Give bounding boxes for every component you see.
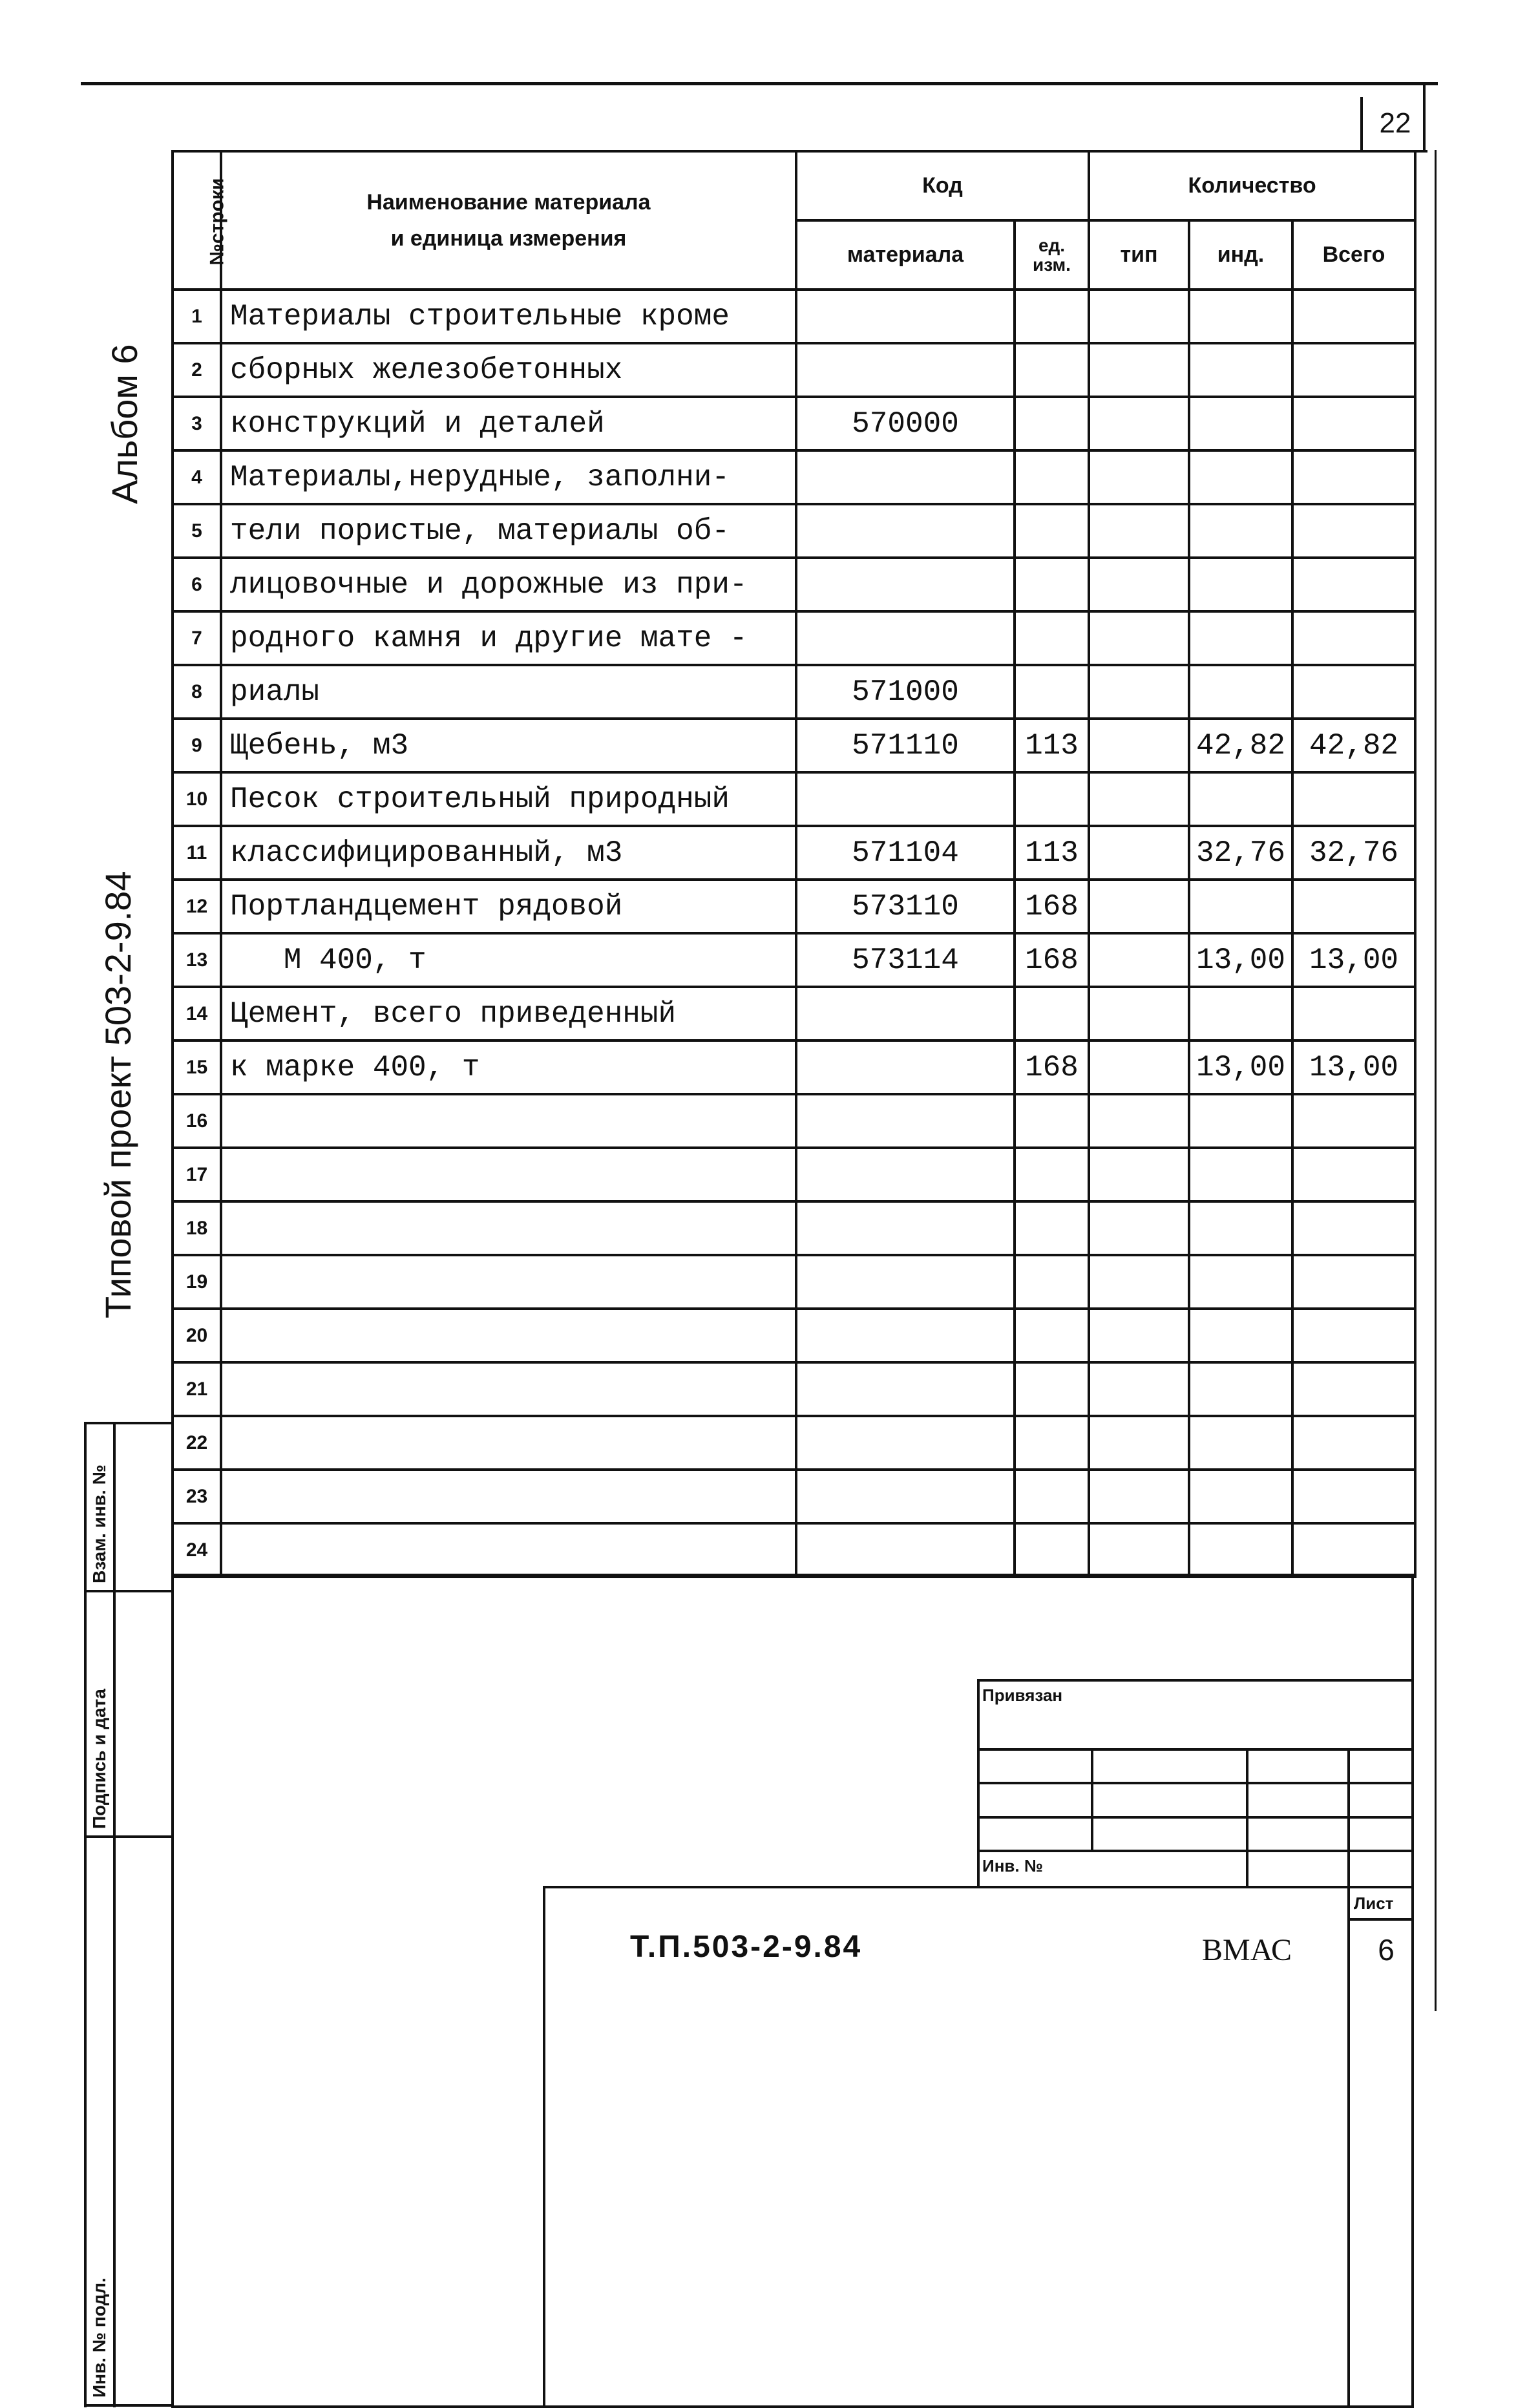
material-name-cell: тели пористые, материалы об- <box>221 504 796 558</box>
quantity-type-cell <box>1089 719 1189 772</box>
row-number-cell: 18 <box>173 1201 221 1255</box>
quantity-total-cell <box>1292 1416 1415 1470</box>
header-name-line1: Наименование материала <box>366 190 651 215</box>
material-name-cell <box>221 1148 796 1201</box>
quantity-ind-cell <box>1189 1362 1292 1416</box>
table-row <box>173 1201 1415 1255</box>
project-label: Типовой проект 503-2-9.84 <box>98 871 138 1318</box>
unit-code-cell: 113 <box>1015 719 1089 772</box>
quantity-type-cell <box>1089 665 1189 719</box>
table-row <box>173 1148 1415 1201</box>
quantity-total-cell <box>1292 1523 1415 1577</box>
quantity-type-cell <box>1089 611 1189 665</box>
quantity-type-cell <box>1089 987 1189 1040</box>
table-row <box>173 611 1415 665</box>
row-number-cell: 11 <box>173 826 221 880</box>
unit-code-cell: 113 <box>1015 826 1089 880</box>
material-code-cell: 571104 <box>796 826 1015 880</box>
table-row <box>173 1470 1415 1523</box>
quantity-type-cell <box>1089 1148 1189 1201</box>
sheet-number: 6 <box>1378 1933 1395 1967</box>
table-row <box>173 343 1415 397</box>
quantity-ind-cell: 13,00 <box>1189 1040 1292 1094</box>
row-number-cell: 3 <box>173 397 221 450</box>
quantity-total-cell <box>1292 504 1415 558</box>
quantity-ind-cell <box>1189 772 1292 826</box>
quantity-total-cell <box>1292 1255 1415 1309</box>
unit-code-cell <box>1015 1362 1089 1416</box>
row-number-cell: 13 <box>173 933 221 987</box>
row-number-cell: 21 <box>173 1362 221 1416</box>
left-stamp-divider-3 <box>84 1835 171 1838</box>
applied-label: Привязан <box>982 1685 1063 1705</box>
quantity-type-cell <box>1089 933 1189 987</box>
quantity-ind-cell <box>1189 1523 1292 1577</box>
material-code-cell <box>796 987 1015 1040</box>
material-name-cell: Щебень, м3 <box>221 719 796 772</box>
quantity-type-cell <box>1089 826 1189 880</box>
unit-code-cell <box>1015 558 1089 611</box>
row-number-cell: 9 <box>173 719 221 772</box>
material-name-cell: Цемент, всего приведенный <box>221 987 796 1040</box>
album-label: Альбом 6 <box>104 344 145 504</box>
material-name-cell: конструкций и деталей <box>221 397 796 450</box>
material-name-cell <box>221 1362 796 1416</box>
material-code-cell: 573110 <box>796 880 1015 933</box>
quantity-total-cell <box>1292 343 1415 397</box>
quantity-ind-cell <box>1189 1470 1292 1523</box>
material-code-cell: 571000 <box>796 665 1015 719</box>
header-material: материала <box>796 220 1015 290</box>
row-number-cell: 1 <box>173 290 221 343</box>
quantity-total-cell <box>1292 290 1415 343</box>
material-name-cell <box>221 1523 796 1577</box>
inv-original-label: Инв. № подл. <box>89 2277 109 2398</box>
header-ind: инд. <box>1189 220 1292 290</box>
left-stamp-divider-4 <box>84 2404 171 2407</box>
table-row <box>173 987 1415 1040</box>
material-code-cell <box>796 343 1015 397</box>
quantity-total-cell <box>1292 880 1415 933</box>
quantity-total-cell: 42,82 <box>1292 719 1415 772</box>
quantity-ind-cell: 32,76 <box>1189 826 1292 880</box>
material-name-cell: сборных железобетонных <box>221 343 796 397</box>
material-name-cell: Портландцемент рядовой <box>221 880 796 933</box>
quantity-ind-cell <box>1189 1309 1292 1362</box>
unit-code-cell <box>1015 987 1089 1040</box>
left-stamp-divider-1 <box>84 1422 171 1424</box>
table-row <box>173 1362 1415 1416</box>
quantity-total-cell: 13,00 <box>1292 1040 1415 1094</box>
right-edge-line <box>1435 150 1437 2011</box>
quantity-type-cell <box>1089 1470 1189 1523</box>
row-number-cell: 6 <box>173 558 221 611</box>
material-code-cell <box>796 504 1015 558</box>
row-number-cell: 24 <box>173 1523 221 1577</box>
row-number-cell: 17 <box>173 1148 221 1201</box>
left-stamp-divider-2 <box>84 1590 171 1592</box>
title-block-sheet-divider <box>1347 1886 1350 2406</box>
header-row-number <box>173 151 228 290</box>
signature-date-label: Подпись и дата <box>89 1689 109 1829</box>
quantity-type-cell <box>1089 397 1189 450</box>
quantity-ind-cell <box>1189 611 1292 665</box>
unit-code-cell <box>1015 1255 1089 1309</box>
quantity-type-cell <box>1089 290 1189 343</box>
title-block-top <box>543 1886 1414 1888</box>
row-number-cell: 2 <box>173 343 221 397</box>
table-row <box>173 290 1415 343</box>
material-name-cell: к марке 400, т <box>221 1040 796 1094</box>
bottom-area-bottom-border <box>171 2405 1414 2408</box>
sheet-label-divider <box>1347 1918 1414 1921</box>
material-code-cell <box>796 1470 1015 1523</box>
material-code-cell: 571110 <box>796 719 1015 772</box>
unit-code-cell <box>1015 1309 1089 1362</box>
quantity-type-cell <box>1089 1040 1189 1094</box>
table-row <box>173 397 1415 450</box>
table-row <box>173 880 1415 933</box>
unit-code-cell <box>1015 1470 1089 1523</box>
header-total: Всего <box>1292 220 1415 290</box>
unit-code-cell <box>1015 504 1089 558</box>
quantity-ind-cell: 13,00 <box>1189 933 1292 987</box>
table-row <box>173 719 1415 772</box>
quantity-total-cell: 13,00 <box>1292 933 1415 987</box>
material-name-cell <box>221 1094 796 1148</box>
quantity-total-cell <box>1292 1362 1415 1416</box>
material-name-cell <box>221 1470 796 1523</box>
quantity-total-cell <box>1292 558 1415 611</box>
material-code-cell <box>796 1416 1015 1470</box>
material-code-cell <box>796 1523 1015 1577</box>
quantity-ind-cell <box>1189 397 1292 450</box>
quantity-type-cell <box>1089 1201 1189 1255</box>
header-unit-line1: ед. <box>1038 235 1066 255</box>
quantity-type-cell <box>1089 1309 1189 1362</box>
quantity-type-cell <box>1089 1094 1189 1148</box>
applied-col-1 <box>1091 1748 1093 1850</box>
quantity-type-cell <box>1089 558 1189 611</box>
row-number-cell: 19 <box>173 1255 221 1309</box>
row-number-cell: 14 <box>173 987 221 1040</box>
material-code-cell <box>796 772 1015 826</box>
left-stamp-border <box>84 1422 87 2407</box>
unit-code-cell: 168 <box>1015 1040 1089 1094</box>
row-number-cell: 22 <box>173 1416 221 1470</box>
row-number-cell: 15 <box>173 1040 221 1094</box>
row-number-cell: 12 <box>173 880 221 933</box>
material-name-cell <box>221 1201 796 1255</box>
row-number-cell: 8 <box>173 665 221 719</box>
material-name-cell: Песок строительный природный <box>221 772 796 826</box>
table-row <box>173 933 1415 987</box>
inv-no-label: Инв. № <box>982 1856 1043 1875</box>
table-row <box>173 1094 1415 1148</box>
left-stamp-inner-border <box>113 1422 116 2407</box>
quantity-total-cell <box>1292 1094 1415 1148</box>
header-row-number-text: №строки <box>206 178 228 265</box>
quantity-total-cell <box>1292 1309 1415 1362</box>
document-code: Т.П.503-2-9.84 <box>630 1930 863 1964</box>
material-code-cell <box>796 558 1015 611</box>
row-number-cell: 7 <box>173 611 221 665</box>
bottom-area-right-border <box>1411 1574 1414 2407</box>
table-row <box>173 558 1415 611</box>
material-code-cell <box>796 1309 1015 1362</box>
quantity-type-cell <box>1089 1416 1189 1470</box>
applied-block-top <box>977 1679 1414 1682</box>
quantity-ind-cell <box>1189 1201 1292 1255</box>
quantity-ind-cell <box>1189 290 1292 343</box>
bottom-area-left-border <box>171 1574 174 2407</box>
unit-code-cell <box>1015 397 1089 450</box>
header-name-line2: и единица измерения <box>390 226 627 251</box>
header-code: Код <box>796 151 1089 220</box>
quantity-type-cell <box>1089 880 1189 933</box>
quantity-type-cell <box>1089 1255 1189 1309</box>
quantity-type-cell <box>1089 343 1189 397</box>
material-name-cell: Материалы строительные кроме <box>221 290 796 343</box>
quantity-ind-cell <box>1189 558 1292 611</box>
material-code-cell <box>796 450 1015 504</box>
material-name-cell: М 400, т <box>221 933 796 987</box>
table-row <box>173 1416 1415 1470</box>
table-row <box>173 450 1415 504</box>
quantity-type-cell <box>1089 450 1189 504</box>
unit-code-cell <box>1015 450 1089 504</box>
material-code-cell <box>796 1094 1015 1148</box>
unit-code-cell <box>1015 1523 1089 1577</box>
table-row <box>173 826 1415 880</box>
quantity-ind-cell <box>1189 1416 1292 1470</box>
quantity-ind-cell <box>1189 1148 1292 1201</box>
material-code-cell: 573114 <box>796 933 1015 987</box>
material-code-cell <box>796 1201 1015 1255</box>
quantity-ind-cell <box>1189 450 1292 504</box>
table-row <box>173 665 1415 719</box>
material-name-cell <box>221 1255 796 1309</box>
table-body <box>173 290 1415 1577</box>
quantity-total-cell <box>1292 987 1415 1040</box>
applied-col-3 <box>1347 1748 1350 1886</box>
materials-table <box>171 150 1416 1578</box>
replace-inv-label: Взам. инв. № <box>89 1464 109 1583</box>
row-number-cell: 4 <box>173 450 221 504</box>
table-row <box>173 772 1415 826</box>
quantity-ind-cell <box>1189 1094 1292 1148</box>
material-code-cell: 570000 <box>796 397 1015 450</box>
material-name-cell <box>221 1416 796 1470</box>
material-code-cell <box>796 1362 1015 1416</box>
row-number-cell: 16 <box>173 1094 221 1148</box>
unit-code-cell <box>1015 1094 1089 1148</box>
page-number: 22 <box>1360 97 1427 153</box>
row-number-cell: 10 <box>173 772 221 826</box>
unit-code-cell <box>1015 1201 1089 1255</box>
unit-code-cell <box>1015 1148 1089 1201</box>
quantity-ind-cell <box>1189 880 1292 933</box>
quantity-total-cell <box>1292 1470 1415 1523</box>
quantity-ind-cell <box>1189 343 1292 397</box>
quantity-ind-cell <box>1189 665 1292 719</box>
quantity-total-cell <box>1292 1201 1415 1255</box>
quantity-type-cell <box>1089 772 1189 826</box>
header-unit <box>1015 220 1089 290</box>
unit-code-cell: 168 <box>1015 880 1089 933</box>
quantity-total-cell <box>1292 1148 1415 1201</box>
material-name-cell <box>221 1309 796 1362</box>
material-name-cell: классифицированный, м3 <box>221 826 796 880</box>
table-row <box>173 1523 1415 1577</box>
unit-code-cell <box>1015 1416 1089 1470</box>
material-code-cell <box>796 1148 1015 1201</box>
material-code-cell <box>796 611 1015 665</box>
table-row <box>173 1255 1415 1309</box>
row-number-cell: 5 <box>173 504 221 558</box>
header-unit-line2: изм. <box>1033 254 1071 275</box>
material-name-cell: Материалы,нерудные, заполни- <box>221 450 796 504</box>
quantity-type-cell <box>1089 1523 1189 1577</box>
quantity-ind-cell <box>1189 987 1292 1040</box>
header-quantity: Количество <box>1089 151 1415 220</box>
unit-code-cell <box>1015 343 1089 397</box>
unit-code-cell <box>1015 665 1089 719</box>
quantity-total-cell <box>1292 450 1415 504</box>
material-name-cell: лицовочные и дорожные из при- <box>221 558 796 611</box>
quantity-ind-cell <box>1189 1255 1292 1309</box>
sheet-label: Лист <box>1354 1894 1394 1913</box>
material-code-cell <box>796 1255 1015 1309</box>
quantity-total-cell <box>1292 772 1415 826</box>
header-type: тип <box>1089 220 1189 290</box>
title-block-left <box>543 1886 545 2406</box>
unit-code-cell <box>1015 772 1089 826</box>
table-row <box>173 504 1415 558</box>
unit-code-cell <box>1015 290 1089 343</box>
table-row <box>173 1040 1415 1094</box>
quantity-ind-cell <box>1189 504 1292 558</box>
unit-code-cell <box>1015 611 1089 665</box>
quantity-total-cell <box>1292 665 1415 719</box>
quantity-ind-cell: 42,82 <box>1189 719 1292 772</box>
unit-code-cell: 168 <box>1015 933 1089 987</box>
organization: ВМАС <box>1202 1933 1292 1967</box>
quantity-total-cell <box>1292 611 1415 665</box>
quantity-total-cell <box>1292 397 1415 450</box>
bottom-area-top-border <box>171 1574 1414 1576</box>
material-code-cell <box>796 290 1015 343</box>
material-name-cell: родного камня и другие мате - <box>221 611 796 665</box>
quantity-type-cell <box>1089 504 1189 558</box>
table-row <box>173 1309 1415 1362</box>
quantity-total-cell: 32,76 <box>1292 826 1415 880</box>
top-border <box>81 82 1438 85</box>
quantity-type-cell <box>1089 1362 1189 1416</box>
row-number-cell: 20 <box>173 1309 221 1362</box>
material-code-cell <box>796 1040 1015 1094</box>
applied-col-2 <box>1246 1748 1248 1886</box>
row-number-cell: 23 <box>173 1470 221 1523</box>
header-name <box>221 151 796 290</box>
material-name-cell: риалы <box>221 665 796 719</box>
